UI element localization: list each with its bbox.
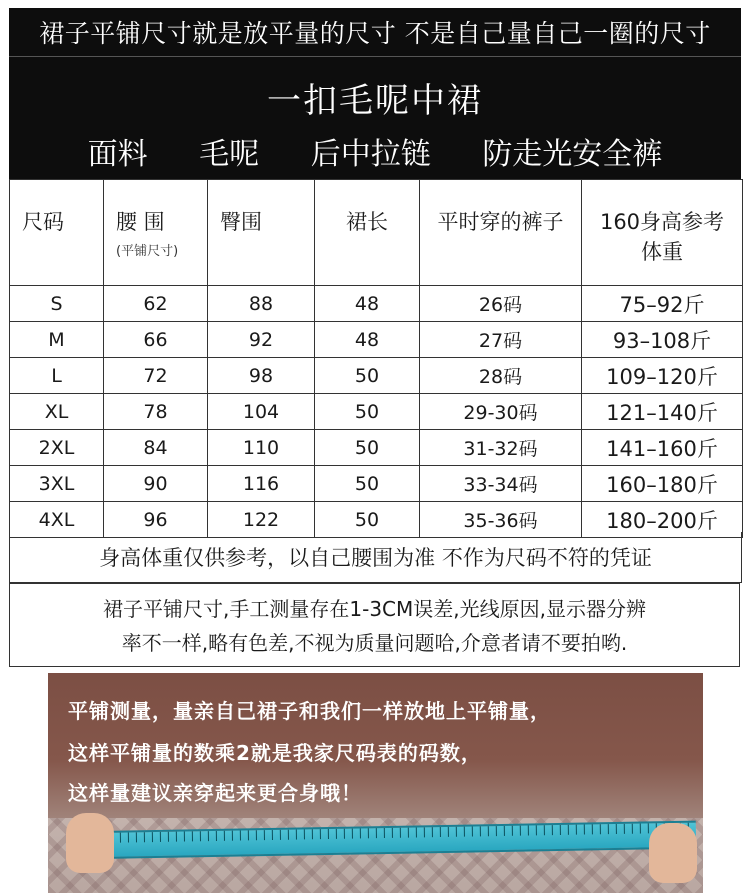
tape-tick bbox=[608, 824, 609, 834]
feature-fabric-label: 面料 bbox=[87, 137, 148, 172]
tape-tick bbox=[592, 824, 593, 834]
tape-tick bbox=[344, 829, 345, 839]
cell-hip: 98 bbox=[208, 358, 315, 394]
table-row bbox=[10, 358, 743, 394]
cell-size: XL bbox=[10, 394, 104, 430]
reference-note: 身高体重仅供参考，以自己腰围为准 不作为尺码不符的凭证 bbox=[9, 532, 742, 583]
cell-weight: 180–200斤 bbox=[582, 502, 743, 538]
tape-tick bbox=[528, 826, 529, 836]
cell-hip: 104 bbox=[208, 394, 315, 430]
disclaimer-line-2: 率不一样,略有色差,不视为质量问题哈,介意者请不要拍哟. bbox=[121, 631, 628, 655]
tape-tick bbox=[272, 830, 273, 840]
tape-tick bbox=[600, 824, 601, 834]
cell-hip: 122 bbox=[208, 502, 315, 538]
tape-tick bbox=[248, 830, 249, 840]
cell-weight: 121–140斤 bbox=[582, 394, 743, 430]
tape-tick bbox=[152, 832, 153, 842]
tape-tick bbox=[384, 828, 385, 838]
tape-tick bbox=[304, 829, 305, 839]
cell-pants: 31-32码 bbox=[420, 430, 582, 466]
tape-tick bbox=[624, 824, 625, 834]
cell-hip: 88 bbox=[208, 286, 315, 322]
cell-hip: 92 bbox=[208, 322, 315, 358]
tape-tick bbox=[544, 825, 545, 835]
tape-tick bbox=[408, 828, 409, 838]
tape-tick bbox=[424, 827, 425, 837]
tape-tick bbox=[352, 829, 353, 839]
measurement-disclaimer bbox=[9, 583, 740, 667]
tape-tick bbox=[328, 829, 329, 839]
tape-tick bbox=[336, 829, 337, 839]
tape-tick bbox=[296, 830, 297, 840]
tape-tick bbox=[504, 826, 505, 836]
tape-tick bbox=[432, 827, 433, 837]
cell-pants: 28码 bbox=[420, 358, 582, 394]
cell-waist: 84 bbox=[104, 430, 208, 466]
tape-tick bbox=[368, 828, 369, 838]
tape-tick bbox=[360, 828, 361, 838]
tape-tick bbox=[288, 830, 289, 840]
tape-tick bbox=[160, 832, 161, 842]
tape-tick bbox=[496, 826, 497, 836]
header-pants: 平时穿的裤子 bbox=[420, 180, 582, 286]
tape-tick bbox=[224, 831, 225, 841]
tape-tick bbox=[472, 826, 473, 836]
tape-tick bbox=[464, 827, 465, 837]
tape-tick bbox=[480, 826, 481, 836]
instruction-line-1: 平铺测量，量亲自己裙子和我们一样放地上平铺量， bbox=[68, 699, 551, 723]
tape-tick bbox=[240, 831, 241, 841]
feature-zipper: 后中拉链 bbox=[310, 137, 431, 172]
tape-tick bbox=[536, 825, 537, 835]
cell-length: 50 bbox=[315, 502, 420, 538]
header-length: 裙长 bbox=[315, 180, 420, 286]
cell-weight: 141–160斤 bbox=[582, 430, 743, 466]
product-features bbox=[9, 129, 741, 173]
tape-tick bbox=[632, 824, 633, 834]
header-size: 尺码 bbox=[10, 180, 104, 286]
feature-safety-shorts: 防走光安全裤 bbox=[482, 137, 663, 172]
cell-waist: 66 bbox=[104, 322, 208, 358]
tape-tick bbox=[256, 830, 257, 840]
product-header bbox=[9, 56, 741, 180]
cell-weight: 93–108斤 bbox=[582, 322, 743, 358]
cell-pants: 33-34码 bbox=[420, 466, 582, 502]
tape-tick bbox=[488, 826, 489, 836]
cell-waist: 62 bbox=[104, 286, 208, 322]
tape-tick bbox=[376, 828, 377, 838]
cell-length: 48 bbox=[315, 286, 420, 322]
tape-tick bbox=[280, 830, 281, 840]
cell-size: L bbox=[10, 358, 104, 394]
cell-hip: 116 bbox=[208, 466, 315, 502]
tape-tick bbox=[312, 829, 313, 839]
tape-tick bbox=[232, 831, 233, 841]
measuring-instruction-photo bbox=[48, 673, 703, 893]
tape-tick bbox=[168, 832, 169, 842]
cell-size: 2XL bbox=[10, 430, 104, 466]
tape-tick bbox=[648, 823, 649, 833]
cell-pants: 27码 bbox=[420, 322, 582, 358]
cell-length: 50 bbox=[315, 394, 420, 430]
cell-size: M bbox=[10, 322, 104, 358]
tape-tick bbox=[392, 828, 393, 838]
tape-tick bbox=[616, 824, 617, 834]
tape-tick bbox=[192, 831, 193, 841]
tape-tick bbox=[144, 832, 145, 842]
tape-tick bbox=[400, 828, 401, 838]
table-row bbox=[10, 394, 743, 430]
disclaimer-line-1: 裙子平铺尺寸,手工测量存在1-3CM误差,光线原因,显示器分辨 bbox=[103, 597, 646, 621]
table-row bbox=[10, 286, 743, 322]
tape-tick bbox=[560, 825, 561, 835]
tape-tick bbox=[576, 825, 577, 835]
tape-tick bbox=[200, 831, 201, 841]
header-waist-note: (平铺尺寸) bbox=[116, 244, 179, 259]
cell-length: 50 bbox=[315, 358, 420, 394]
tape-tick bbox=[184, 832, 185, 842]
tape-tick bbox=[176, 832, 177, 842]
cell-weight: 160–180斤 bbox=[582, 466, 743, 502]
cell-pants: 29-30码 bbox=[420, 394, 582, 430]
top-banner: 裙子平铺尺寸就是放平量的尺寸 不是自己量自己一圈的尺寸 bbox=[9, 8, 741, 56]
header-waist: 腰 围 (平铺尺寸) bbox=[104, 180, 208, 286]
tape-tick bbox=[552, 825, 553, 835]
tape-tick bbox=[136, 832, 137, 842]
tape-tick bbox=[264, 830, 265, 840]
table-header-row bbox=[10, 180, 743, 286]
cell-waist: 90 bbox=[104, 466, 208, 502]
cell-weight: 109–120斤 bbox=[582, 358, 743, 394]
cell-length: 50 bbox=[315, 466, 420, 502]
tape-tick bbox=[120, 833, 121, 843]
table-row bbox=[10, 322, 743, 358]
cell-size: 4XL bbox=[10, 502, 104, 538]
instruction-line-2: 这样平铺量的数乘2就是我家尺码表的码数， bbox=[68, 741, 482, 765]
tape-tick bbox=[512, 826, 513, 836]
product-title: 一扣毛呢中裙 bbox=[267, 81, 483, 121]
table-row bbox=[10, 430, 743, 466]
left-hand bbox=[66, 813, 114, 873]
cell-waist: 96 bbox=[104, 502, 208, 538]
header-hip: 臀围 bbox=[208, 180, 315, 286]
tape-tick bbox=[416, 827, 417, 837]
tape-tick bbox=[216, 831, 217, 841]
tape-tick bbox=[440, 827, 441, 837]
cell-hip: 110 bbox=[208, 430, 315, 466]
instruction-line-3: 这样量建议亲穿起来更合身哦！ bbox=[68, 781, 362, 805]
header-weight: 160身高参考 体重 bbox=[582, 180, 743, 286]
cell-waist: 72 bbox=[104, 358, 208, 394]
tape-tick bbox=[568, 825, 569, 835]
feature-fabric-value: 毛呢 bbox=[199, 137, 260, 172]
tape-tick bbox=[320, 829, 321, 839]
cell-length: 50 bbox=[315, 430, 420, 466]
table-row bbox=[10, 466, 743, 502]
tape-tick bbox=[208, 831, 209, 841]
tape-tick bbox=[520, 826, 521, 836]
tape-tick bbox=[128, 832, 129, 842]
tape-tick bbox=[448, 827, 449, 837]
cell-weight: 75–92斤 bbox=[582, 286, 743, 322]
cell-pants: 35-36码 bbox=[420, 502, 582, 538]
tape-tick bbox=[584, 825, 585, 835]
cell-length: 48 bbox=[315, 322, 420, 358]
cell-pants: 26码 bbox=[420, 286, 582, 322]
right-hand bbox=[649, 823, 697, 883]
tape-tick bbox=[640, 824, 641, 834]
measuring-tape bbox=[76, 821, 696, 860]
cell-size: S bbox=[10, 286, 104, 322]
cell-size: 3XL bbox=[10, 466, 104, 502]
size-table bbox=[9, 179, 743, 538]
tape-tick bbox=[456, 827, 457, 837]
cell-waist: 78 bbox=[104, 394, 208, 430]
